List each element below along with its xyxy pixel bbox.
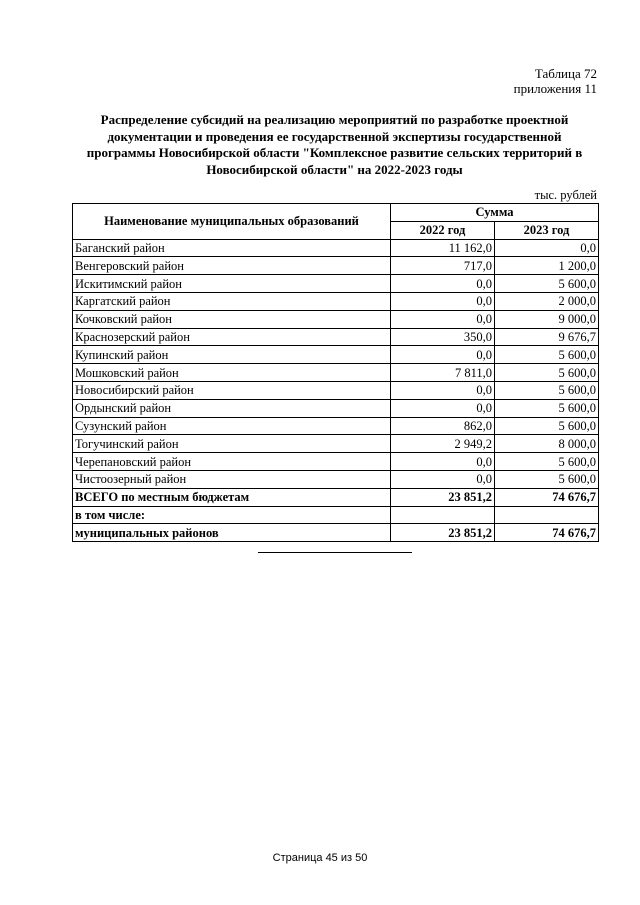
value-2023-cell: 5 600,0 [495,346,599,364]
table-row [73,453,599,471]
value-2023-cell: 5 600,0 [495,470,599,488]
value-2023-cell: 9 676,7 [495,328,599,346]
table-row [73,310,599,328]
value-2022-cell: 0,0 [391,292,495,310]
municipality-cell: в том числе: [73,506,391,524]
municipality-cell: Мошковский район [73,364,391,382]
table-body [73,239,599,542]
units-label: тыс. рублей [534,188,597,202]
value-2022-cell: 717,0 [391,257,495,275]
table-row [73,257,599,275]
municipality-cell: Сузунский район [73,417,391,435]
table-row [73,239,599,257]
year-2022-header: 2022 год [391,221,495,239]
table-row [73,328,599,346]
municipality-cell: Баганский район [73,239,391,257]
table-reference [514,66,597,96]
value-2022-cell: 0,0 [391,310,495,328]
table-row [73,275,599,293]
value-2023-cell: 74 676,7 [495,488,599,506]
municipality-cell: Кочковский район [73,310,391,328]
value-2022-cell: 0,0 [391,275,495,293]
municipality-cell: Тогучинский район [73,435,391,453]
value-2023-cell: 5 600,0 [495,275,599,293]
value-2023-cell: 2 000,0 [495,292,599,310]
value-2022-cell: 0,0 [391,453,495,471]
value-2022-cell: 350,0 [391,328,495,346]
table-row [73,435,599,453]
document-title: Распределение субсидий на реализацию мероприятий по разработке проектной документации и проведения ее государственной экспертизы государственной программы Новосибирской области "Комплексное развитие сельских территорий в Новосибирской области" на 2022-2023 годы [86,112,583,177]
municipality-cell: ВСЕГО по местным бюджетам [73,488,391,506]
table-row [73,470,599,488]
sum-column-header: Сумма [391,204,599,222]
value-2023-cell: 5 600,0 [495,453,599,471]
value-2023-cell: 8 000,0 [495,435,599,453]
municipality-cell: Купинский район [73,346,391,364]
value-2022-cell: 0,0 [391,470,495,488]
value-2022-cell: 23 851,2 [391,488,495,506]
value-2023-cell: 1 200,0 [495,257,599,275]
value-2023-cell: 5 600,0 [495,381,599,399]
municipality-cell: Чистоозерный район [73,470,391,488]
value-2022-cell: 0,0 [391,399,495,417]
value-2022-cell: 23 851,2 [391,524,495,542]
value-2022-cell [391,506,495,524]
municipality-cell: Новосибирский район [73,381,391,399]
value-2022-cell: 0,0 [391,346,495,364]
municipality-cell: Ордынский район [73,399,391,417]
value-2022-cell: 11 162,0 [391,239,495,257]
value-2023-cell: 74 676,7 [495,524,599,542]
year-2023-header: 2023 год [495,221,599,239]
page-number: Страница 45 из 50 [272,852,368,864]
municipality-cell: Искитимский район [73,275,391,293]
value-2023-cell [495,506,599,524]
value-2022-cell: 7 811,0 [391,364,495,382]
municipality-cell: Каргатский район [73,292,391,310]
municipality-cell: Черепановский район [73,453,391,471]
value-2022-cell: 2 949,2 [391,435,495,453]
appendix-label: приложения 11 [513,81,597,96]
table-row [73,381,599,399]
including-row [73,506,599,524]
value-2023-cell: 5 600,0 [495,364,599,382]
municipality-column-header: Наименование муниципальных образований [73,204,391,240]
value-2023-cell: 0,0 [495,239,599,257]
value-2023-cell: 5 600,0 [495,399,599,417]
value-2022-cell: 0,0 [391,381,495,399]
municipal-districts-row [73,524,599,542]
table-row [73,417,599,435]
value-2023-cell: 5 600,0 [495,417,599,435]
total-row [73,488,599,506]
table-row [73,292,599,310]
value-2022-cell: 862,0 [391,417,495,435]
table-row [73,399,599,417]
municipality-cell: муниципальных районов [73,524,391,542]
subsidies-table [72,203,599,542]
table-row [73,364,599,382]
value-2023-cell: 9 000,0 [495,310,599,328]
separator-line [258,552,412,553]
table-label: Таблица 72 [534,66,597,81]
municipality-cell: Венгеровский район [73,257,391,275]
municipality-cell: Краснозерский район [73,328,391,346]
table-row [73,346,599,364]
